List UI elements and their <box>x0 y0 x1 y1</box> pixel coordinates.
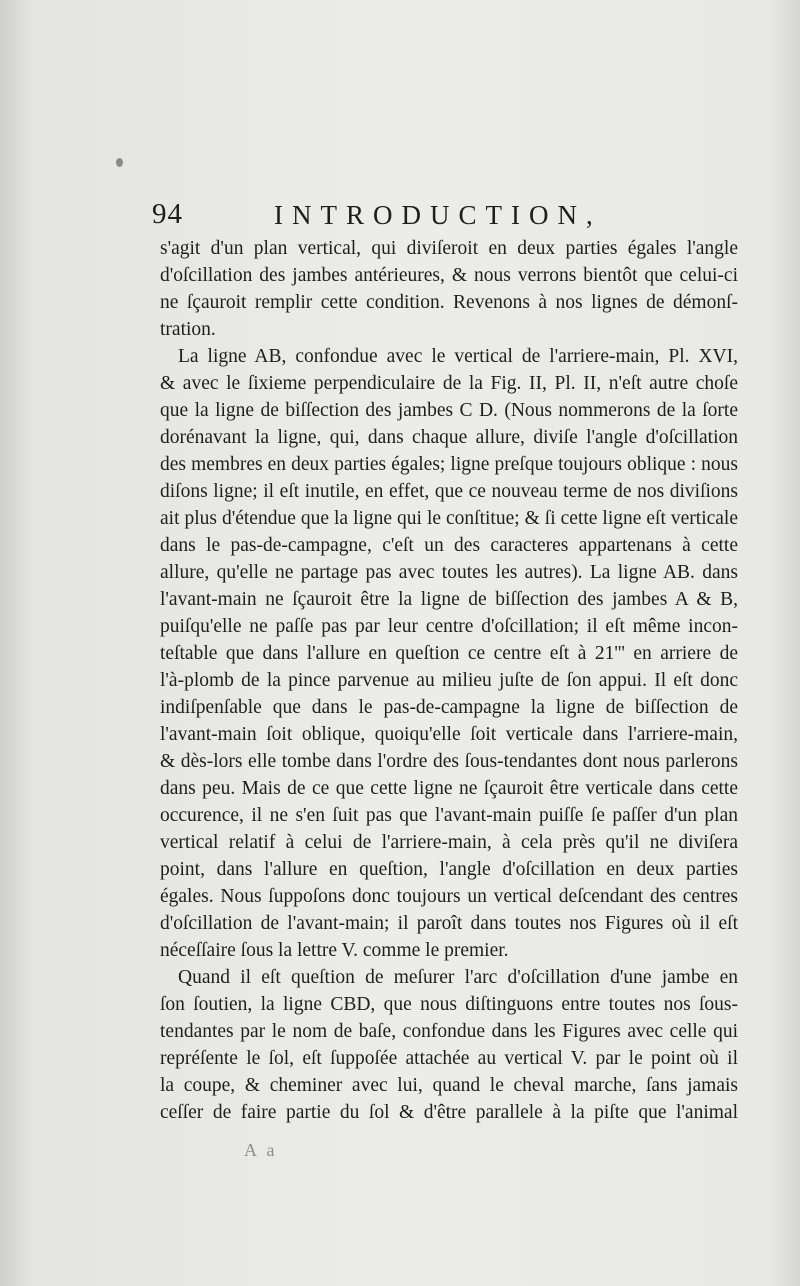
ink-spot <box>116 158 123 167</box>
body-text <box>160 235 738 1126</box>
text-line: puiſqu'elle ne paſſe pas par leur centre d'oſcillation; il eſt même incon- <box>160 616 738 637</box>
text-line: repréſente le ſol, eſt ſuppoſée attachée au vertical V. par le point où il <box>160 1048 738 1069</box>
page-footer <box>0 1140 800 1170</box>
text-line: & avec le ſixieme perpendiculaire de la Fig. II, Pl. II, n'eſt autre choſe <box>160 373 738 394</box>
text-line: tendantes par le nom de baſe, confondue dans les Figures avec celle qui <box>160 1021 738 1042</box>
text-line: dans le pas-de-campagne, c'eſt un des caracteres appartenans à cette <box>160 535 738 556</box>
text-line: diſons ligne; il eſt inutile, en effet, que ce nouveau terme de nos diviſions <box>160 481 738 502</box>
text-line: que la ligne de biſſection des jambes C D. (Nous nommerons de la ſorte <box>160 400 738 421</box>
text-line: ne ſçauroit remplir cette condition. Revenons à nos lignes de démonſ- <box>160 292 738 313</box>
text-line: égales. Nous ſuppoſons donc toujours un vertical deſcendant des centres <box>160 886 738 907</box>
text-line: l'avant-main ne ſçauroit être la ligne de biſſection des jambes A & B, <box>160 589 738 610</box>
text-line: des membres en deux parties égales; ligne preſque toujours oblique : nous <box>160 454 738 475</box>
text-line: Quand il eſt queſtion de meſurer l'arc d'oſcillation d'une jambe en <box>178 967 738 988</box>
text-line: ceſſer de faire partie du ſol & d'être parallele à la piſte que l'animal <box>160 1102 738 1123</box>
text-line: l'à-plomb de la pince parvenue au milieu juſte de ſon appui. Il eſt donc <box>160 670 738 691</box>
text-line: la coupe, & cheminer avec lui, quand le cheval marche, ſans jamais <box>160 1075 738 1096</box>
running-head: INTRODUCTION, <box>274 200 602 230</box>
text-line: La ligne AB, confondue avec le vertical de l'arriere-main, Pl. XVI, <box>178 346 738 367</box>
text-line: l'avant-main ſoit oblique, quoiqu'elle ſoit verticale dans l'arriere-main, <box>160 724 738 745</box>
text-line: ait plus d'étendue que la ligne qui le conſtitue; & ſi cette ligne eſt verticale <box>160 508 738 529</box>
text-line: dans peu. Mais de ce que cette ligne ne ſçauroit être verticale dans cette <box>160 778 738 799</box>
text-line: teſtable que dans l'allure en queſtion ce centre eſt à 21''' en arriere de <box>160 643 738 664</box>
text-line: & dès-lors elle tombe dans l'ordre des ſous-tendantes dont nous parlerons <box>160 751 738 772</box>
page-header <box>152 198 622 234</box>
text-line: allure, qu'elle ne partage pas avec toutes les autres). La ligne AB. dans <box>160 562 738 583</box>
text-line: d'oſcillation de l'avant-main; il paroît dans toutes nos Figures où il eſt <box>160 913 738 934</box>
text-line: vertical relatif à celui de l'arriere-main, à cela près qu'il ne diviſera <box>160 832 738 853</box>
text-line: s'agit d'un plan vertical, qui diviſeroit en deux parties égales l'angle <box>160 238 738 259</box>
text-line: d'oſcillation des jambes antérieures, & nous verrons bientôt que celui-ci <box>160 265 738 286</box>
signature-mark: A a <box>244 1140 278 1160</box>
page-number: 94 <box>152 198 183 230</box>
text-line: occurence, il ne s'en ſuit pas que l'avant-main puiſſe ſe paſſer d'un plan <box>160 805 738 826</box>
text-line: dorénavant la ligne, qui, dans chaque allure, diviſe l'angle d'oſcillation <box>160 427 738 448</box>
text-line: point, dans l'allure en queſtion, l'angle d'oſcillation en deux parties <box>160 859 738 880</box>
text-line: ſon ſoutien, la ligne CBD, que nous diſtinguons entre toutes nos ſous- <box>160 994 738 1015</box>
text-line: indiſpenſable que dans le pas-de-campagne la ligne de biſſection de <box>160 697 738 718</box>
text-line: néceſſaire ſous la lettre V. comme le premier. <box>160 940 509 961</box>
text-line: tration. <box>160 319 216 340</box>
